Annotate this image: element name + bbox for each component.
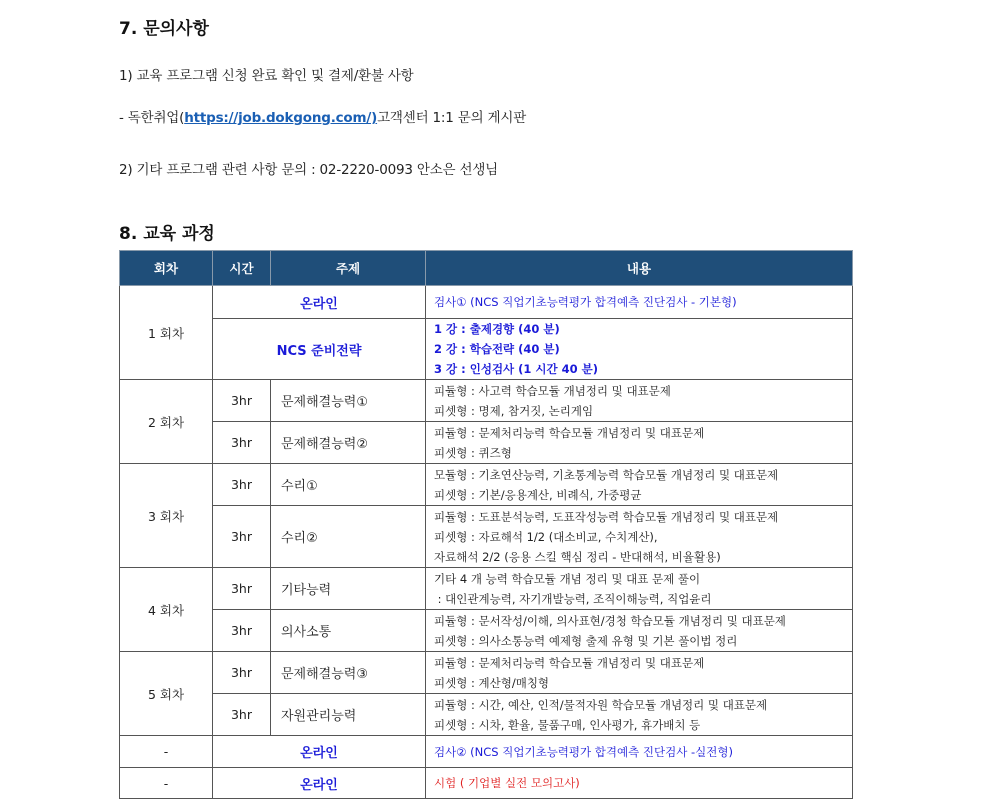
table-row (120, 506, 853, 568)
inquiry-item-2: 2) 기타 프로그램 관련 사항 문의 : 02-2220-0093 안소은 선생님 (119, 162, 498, 178)
table-row (120, 610, 853, 652)
online-topic: 온라인 (213, 286, 426, 319)
hours-cell: 3hr (213, 464, 271, 506)
content-cell (426, 568, 853, 610)
topic-cell: 수리① (271, 464, 426, 506)
topic-cell: 자원관리능력 (271, 694, 426, 736)
content-line: 피듈형 : 도표분석능력, 도표작성능력 학습모듈 개념정리 및 대표문제 (434, 509, 779, 524)
table-row (120, 694, 853, 736)
table-row (120, 568, 853, 610)
inquiry-item-1: 1) 교육 프로그램 신청 완료 확인 및 결제/환불 사항 (119, 68, 414, 84)
section-8-heading: 8. 교육 과정 (119, 224, 215, 244)
hours-cell: 3hr (213, 652, 271, 694)
content-line: 피셋형 : 계산형/매칭형 (434, 675, 550, 690)
content-cell (426, 319, 853, 380)
content-cell: 검사① (NCS 직업기초능력평가 합격예측 진단검사 - 기본형) (426, 286, 853, 319)
hours-cell: 3hr (213, 694, 271, 736)
inquiry-sub-suffix: 고객센터 1:1 문의 게시판 (377, 110, 527, 126)
table-row (120, 464, 853, 506)
content-line: 피셋형 : 퀴즈형 (434, 445, 512, 460)
table-row (120, 286, 853, 319)
content-cell (426, 506, 853, 568)
session-dash-cell: - (120, 736, 213, 768)
lecture-line: 3 강 : 인성검사 (1 시간 40 분) (434, 362, 599, 376)
content-line: 피듈형 : 사고력 학습모듈 개념정리 및 대표문제 (434, 383, 671, 398)
topic-cell: 의사소통 (271, 610, 426, 652)
content-line: 자료해석 2/2 (응용 스킬 핵심 정리 - 반대해석, 비율활용) (434, 549, 721, 564)
content-cell (426, 464, 853, 506)
online-topic: 온라인 (213, 736, 426, 768)
content-line: 모듈형 : 기초연산능력, 기초통계능력 학습모듈 개념정리 및 대표문제 (434, 467, 779, 482)
table-row (120, 319, 853, 380)
header-session: 회차 (120, 251, 213, 286)
content-line: 피듈형 : 문서작성/이해, 의사표현/경청 학습모듈 개념정리 및 대표문제 (434, 613, 786, 628)
topic-cell: 문제해결능력③ (271, 652, 426, 694)
table-row (120, 768, 853, 799)
inquiry-sub-prefix: - 독한취업( (119, 110, 185, 126)
topic-cell: 기타능력 (271, 568, 426, 610)
content-line: 피셋형 : 의사소통능력 예제형 출제 유형 및 기본 풀이법 정리 (434, 633, 738, 648)
hours-cell: 3hr (213, 506, 271, 568)
topic-cell: 문제해결능력② (271, 422, 426, 464)
header-content: 내용 (426, 251, 853, 286)
ncs-strategy-topic: NCS 준비전략 (213, 319, 426, 380)
header-hours: 시간 (213, 251, 271, 286)
content-cell (426, 694, 853, 736)
session-5-cell: 5 회차 (120, 652, 213, 736)
content-line: 피듈형 : 문제처리능력 학습모듈 개념정리 및 대표문제 (434, 655, 705, 670)
session-1-cell: 1 회차 (120, 286, 213, 380)
lecture-line: 2 강 : 학습전략 (40 분) (434, 342, 560, 356)
table-header-row (120, 251, 853, 286)
hours-cell: 3hr (213, 380, 271, 422)
online-topic: 온라인 (213, 768, 426, 799)
content-line: 피듈형 : 문제처리능력 학습모듈 개념정리 및 대표문제 (434, 425, 705, 440)
dokgong-link[interactable]: https://job.dokgong.com/) (184, 110, 378, 126)
table-row (120, 380, 853, 422)
session-3-cell: 3 회차 (120, 464, 213, 568)
content-line: 피듈형 : 시간, 예산, 인적/물적자원 학습모듈 개념정리 및 대표문제 (434, 697, 768, 712)
content-line: 피셋형 : 시차, 환율, 물품구매, 인사평가, 휴가배치 등 (434, 717, 701, 732)
content-line: 피셋형 : 자료해석 1/2 (대소비교, 수치계산), (434, 529, 658, 544)
table-row (120, 736, 853, 768)
hours-cell: 3hr (213, 422, 271, 464)
session-dash-cell: - (120, 768, 213, 799)
content-line: : 대인관계능력, 자기개발능력, 조직이해능력, 직업윤리 (434, 591, 712, 606)
content-cell (426, 652, 853, 694)
header-topic: 주제 (271, 251, 426, 286)
course-table (119, 250, 853, 799)
table-row (120, 652, 853, 694)
table-row (120, 422, 853, 464)
lecture-line: 1 강 : 출제경향 (40 분) (434, 322, 560, 336)
section-7-heading: 7. 문의사항 (119, 19, 209, 39)
hours-cell: 3hr (213, 568, 271, 610)
content-cell: 검사② (NCS 직업기초능력평가 합격예측 진단검사 -실전형) (426, 736, 853, 768)
content-line: 기타 4 개 능력 학습모듈 개념 정리 및 대표 문제 풀이 (434, 571, 701, 586)
inquiry-item-1-sub (119, 106, 526, 126)
topic-cell: 수리② (271, 506, 426, 568)
content-line: 피셋형 : 명제, 참거짓, 논리게임 (434, 403, 594, 418)
topic-cell: 문제해결능력① (271, 380, 426, 422)
content-cell: 시험 ( 기업별 실전 모의고사) (426, 768, 853, 799)
content-line: 피셋형 : 기본/응용계산, 비례식, 가중평균 (434, 487, 642, 502)
content-cell (426, 380, 853, 422)
hours-cell: 3hr (213, 610, 271, 652)
content-cell (426, 422, 853, 464)
session-4-cell: 4 회차 (120, 568, 213, 652)
session-2-cell: 2 회차 (120, 380, 213, 464)
content-cell (426, 610, 853, 652)
